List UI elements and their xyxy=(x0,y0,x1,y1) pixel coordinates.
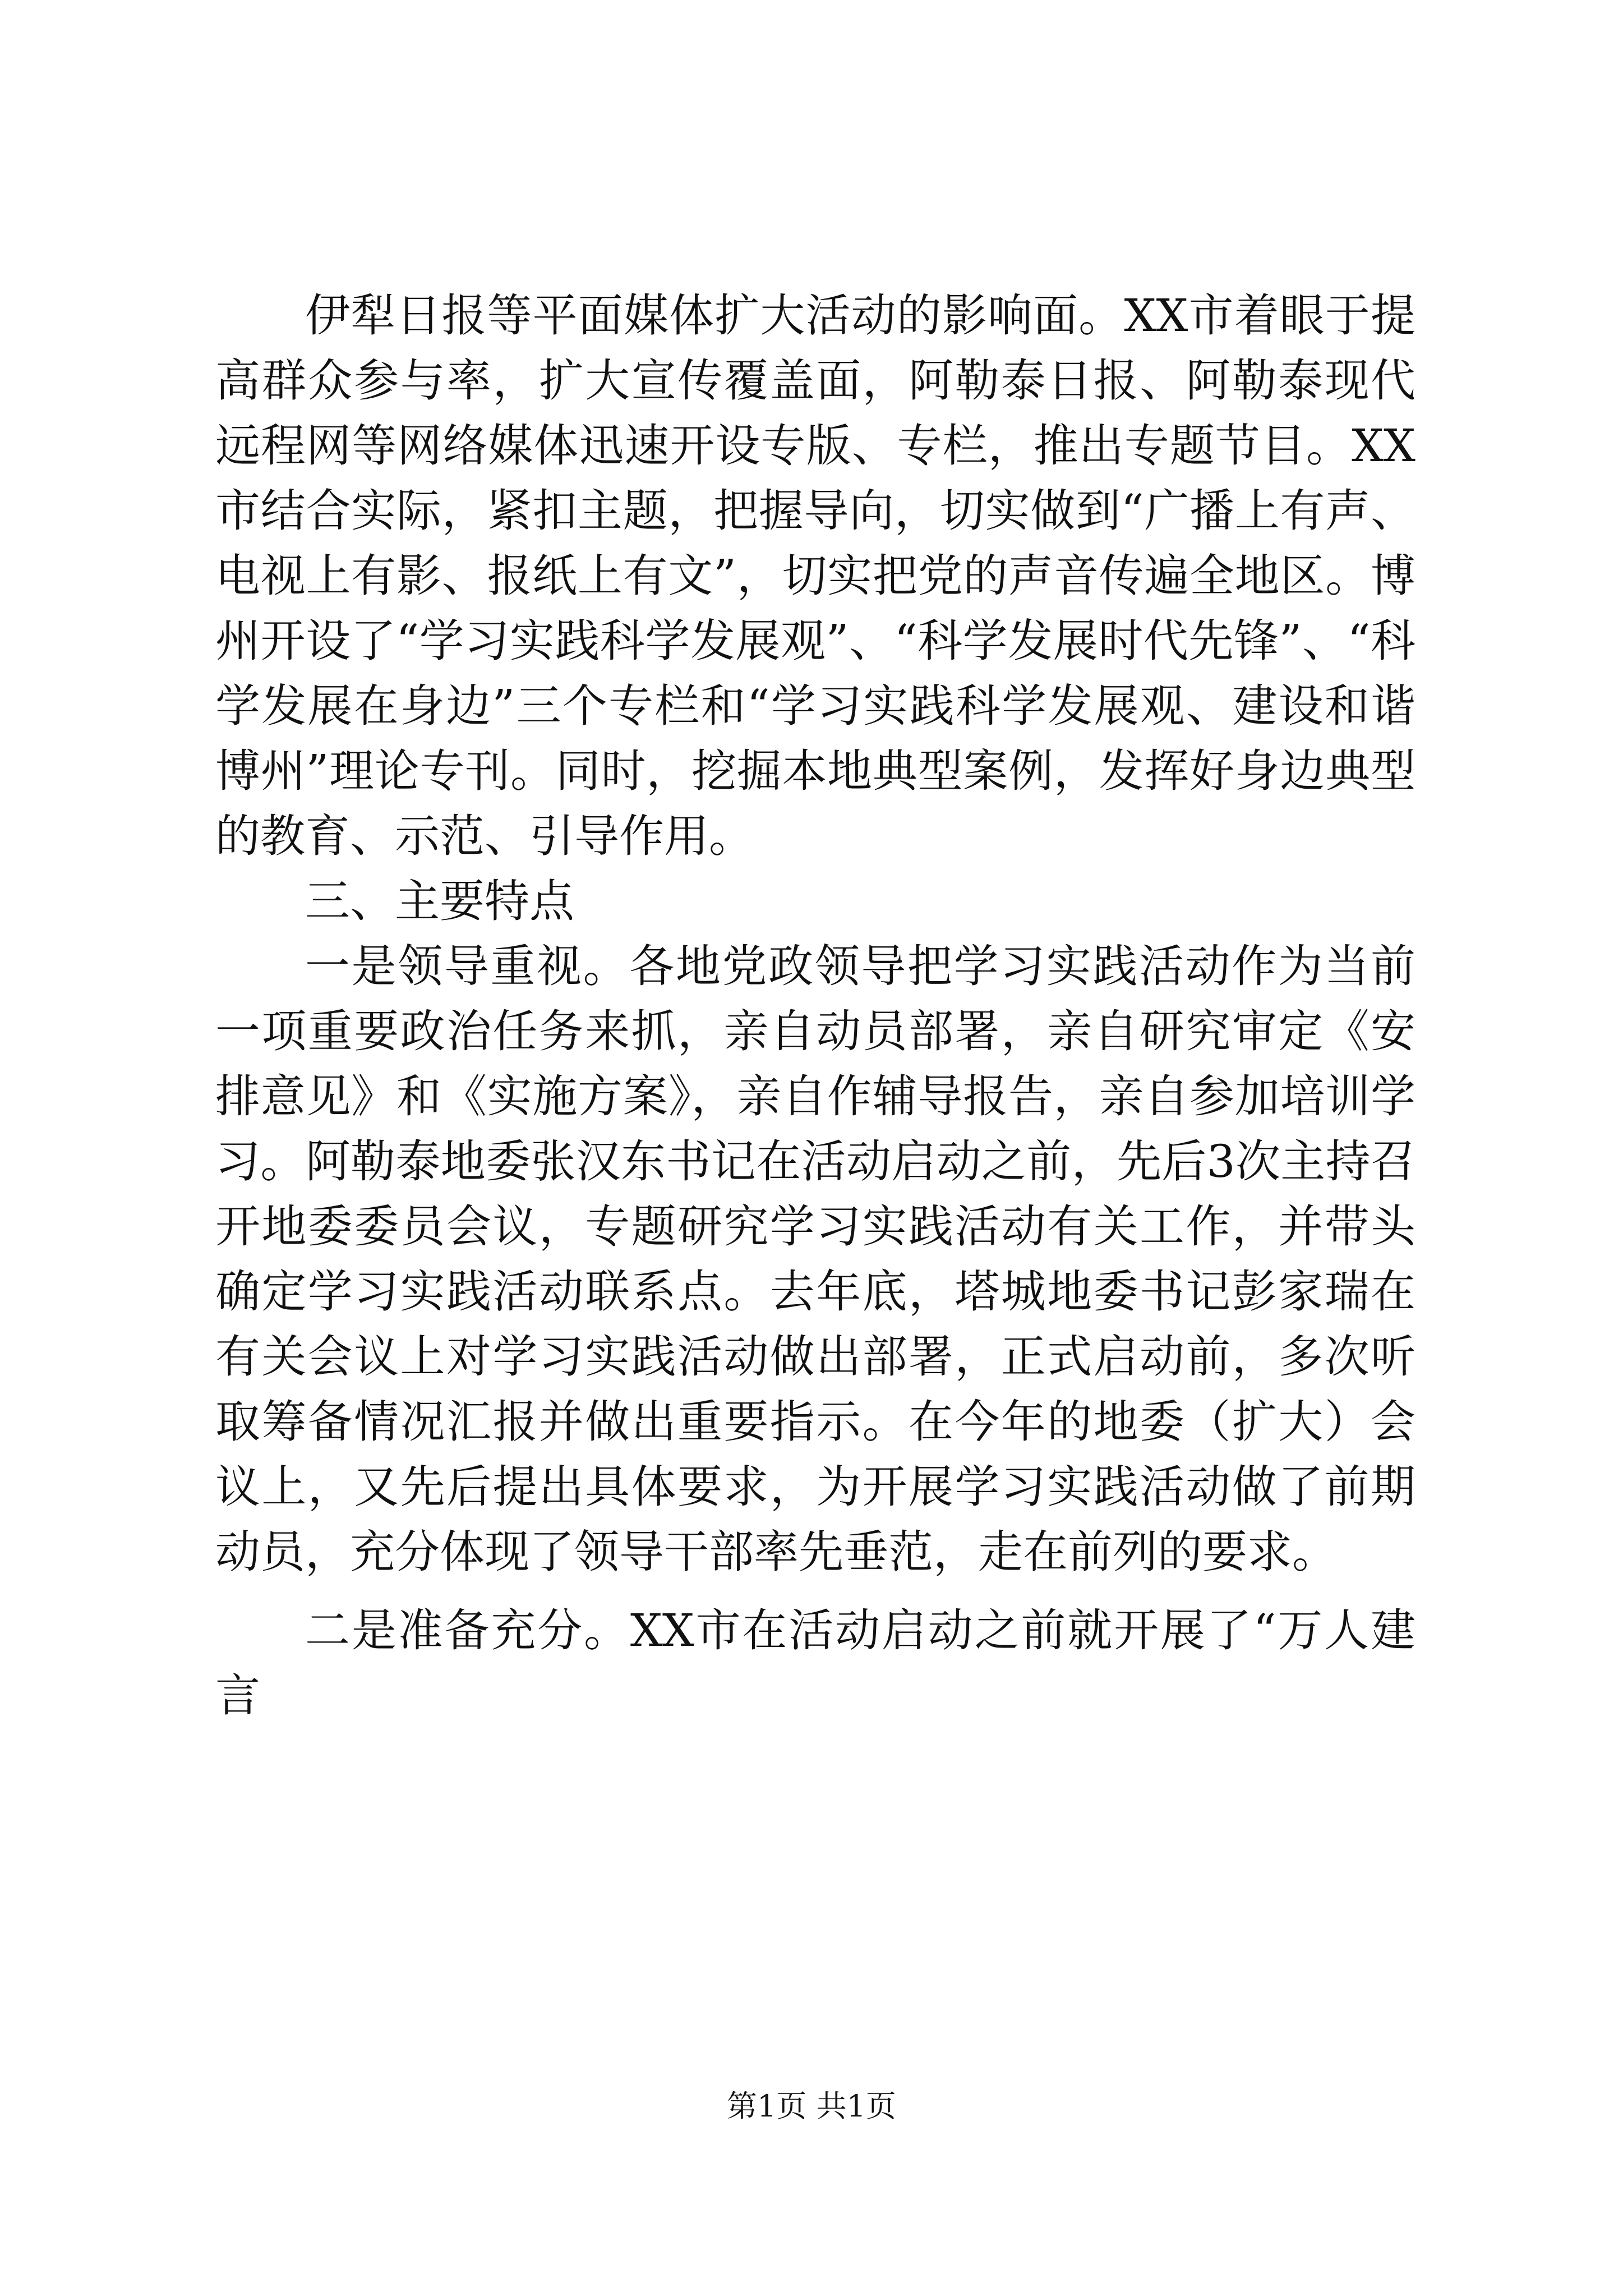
paragraph-full-preparation: 二是准备充分。XX市在活动启动之前就开展了“万人建言 xyxy=(215,1604,1415,1722)
paragraph-media-coverage: 伊犁日报等平面媒体扩大活动的影响面。XX市着眼于提高群众参与率，扩大宣传覆盖面，阿勒泰日报、阿勒泰现代远程网等网络媒体迅速开设专版、专栏，推出专题节目。XX市结合实际，紧扣主题，把握导向，切实做到“广播上有声、电视上有影、报纸上有文”，切实把党的声音传遍全地区。博州开设了“学习实践科学发展观”、“科学发展时代先锋”、“科学发展在身边”三个专栏和“学习实践科学发展观、建设和谐博州”理论专刊。同时，挖掘本地典型案例，发挥好身边典型的教育、示范、引导作用。 xyxy=(215,289,1415,862)
paragraph-leadership-attention: 一是领导重视。各地党政领导把学习实践活动作为当前一项重要政治任务来抓，亲自动员部署，亲自研究审定《安排意见》和《实施方案》，亲自作辅导报告，亲自参加培训学习。阿勒泰地委张汉东书记在活动启动之前，先后3次主持召开地委委员会议，专题研究学习实践活动有关工作，并带头确定学习实践活动联系点。去年底，塔城地委书记彭家瑞在有关会议上对学习实践活动做出部署，正式启动前，多次听取筹备情况汇报并做出重要指示。在今年的地委（扩大）会议上，又先后提出具体要求，为开展学习实践活动做了前期动员，充分体现了领导干部率先垂范，走在前列的要求。 xyxy=(215,940,1415,1578)
page-footer: 第1页 共1页 xyxy=(727,2088,896,2124)
section-heading-main-features: 三、主要特点 xyxy=(305,875,574,927)
document-body xyxy=(215,283,1415,1728)
